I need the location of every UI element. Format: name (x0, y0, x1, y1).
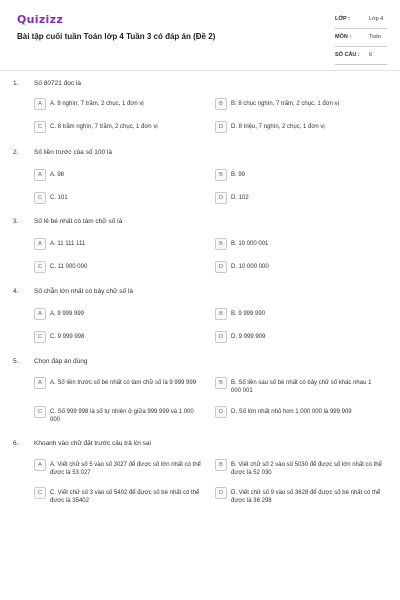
option-text: C. 9 999 998 (50, 334, 85, 340)
option-letter-box: D (215, 487, 227, 499)
worksheet-meta (335, 13, 387, 67)
option-letter-box: C (34, 121, 46, 133)
option-letter-box: D (215, 192, 227, 204)
option-letter-box: B (215, 377, 227, 389)
worksheet-header (0, 0, 400, 70)
meta-key: MÔN : (335, 34, 352, 40)
meta-row-subject (335, 31, 387, 47)
option-text: A. Viết chữ số 5 vào số 3027 để được số lớn nhất có thể được là 53 027 (50, 462, 201, 476)
question-text: Chọn đáp án đúng (34, 358, 88, 365)
question-text: Số chẵn lớn nhất có bảy chữ số là (34, 288, 133, 295)
option-letter-box: A (34, 459, 46, 471)
header-divider (0, 70, 400, 71)
option-letter-box: C (34, 487, 46, 499)
option-text: C. 8 trăm nghìn, 7 trăm, 2 chục, 1 đơn vị (50, 124, 158, 130)
option-letter-box: A (34, 308, 46, 320)
option-text: D. 10 000 000 (231, 264, 269, 270)
option-text: A. 9 999 999 (50, 311, 85, 317)
option-letter-box: B (215, 169, 227, 181)
meta-row-count (335, 49, 387, 65)
option-text: C. Viết chữ số 3 vào số 5402 để được số bé nhất có thể được là 35402 (50, 490, 200, 504)
option-text: A. 8 nghìn, 7 trăm, 2 chục, 1 đơn vị (50, 101, 144, 107)
option-text: C. 11 000 000 (50, 264, 88, 270)
option-text: B. 10 000 001 (231, 241, 269, 247)
option-letter-box: A (34, 238, 46, 250)
question-text: Số lẻ bé nhất có tám chữ số là (34, 218, 123, 225)
question-number: 5. (13, 358, 19, 365)
meta-key: LỚP : (335, 16, 350, 22)
question-number: 3. (13, 218, 19, 225)
option-text: A. Số liền trước số bé nhất có tám chữ số là 9 999 999 (50, 380, 197, 386)
question-text: Khoanh vào chữ đặt trước câu trả lời sai (34, 440, 151, 447)
meta-row-class (335, 13, 387, 29)
option-text: B. 8 chục nghìn, 7 trăm, 2 chục, 1 đơn vị (231, 101, 339, 107)
question-text: Số liền trước của số 100 là (34, 149, 112, 156)
meta-value: Lớp 4 (369, 16, 384, 22)
option-text: A. 11 111 111 (50, 241, 86, 247)
question-text: Số 80721 đọc là (34, 80, 81, 87)
option-letter-box: D (215, 121, 227, 133)
question-number: 1. (13, 80, 19, 87)
option-letter-box: D (215, 406, 227, 418)
option-letter-box: B (215, 459, 227, 471)
option-text: B. 9 999 990 (231, 311, 266, 317)
option-letter-box: B (215, 238, 227, 250)
option-letter-box: C (34, 192, 46, 204)
option-letter-box: D (215, 261, 227, 273)
option-text: D. 102 (231, 195, 249, 201)
option-text: A. 98 (50, 172, 65, 178)
meta-value: 6 (369, 52, 373, 58)
option-letter-box: C (34, 331, 46, 343)
question-number: 6. (13, 440, 19, 447)
option-text: B. Viết chữ số 2 vào số 5030 để được số lớn nhất có thể được là 52 030 (231, 462, 382, 476)
question-number: 2. (13, 149, 19, 156)
option-text: D. 9 999 909 (231, 334, 266, 340)
option-letter-box: A (34, 98, 46, 110)
worksheet-title: Bài tập cuối tuần Toán lớp 4 Tuần 3 có đáp án (Đề 2) (17, 32, 216, 41)
option-letter-box: B (215, 98, 227, 110)
option-text: C. Số 999 998 là số tự nhiên ở giữa 999 999 và 1 000 000 (50, 409, 194, 423)
option-letter-box: A (34, 169, 46, 181)
option-text: B. Số liền sau số bé nhất có bảy chữ số khác nhau 1 000 001 (231, 380, 372, 394)
option-letter-box: D (215, 331, 227, 343)
option-text: D. Viết chữ số 9 vào số 3628 để được số bé nhất có thể được là 36 298 (231, 490, 381, 504)
option-text: B. 99 (231, 172, 246, 178)
quizizz-logo: Quizizz (17, 13, 64, 26)
option-text: C. 101 (50, 195, 68, 201)
option-letter-box: A (34, 377, 46, 389)
meta-value: Toán (369, 34, 381, 40)
option-text: D. 8 triệu, 7 nghìn, 2 chục, 1 đơn vị (231, 124, 325, 130)
option-letter-box: C (34, 261, 46, 273)
option-letter-box: C (34, 406, 46, 418)
option-text: D. Số lớn nhất nhỏ hơn 1 000 000 là 999 909 (231, 409, 352, 415)
question-number: 4. (13, 288, 19, 295)
meta-key: SỐ CÂU : (335, 52, 360, 58)
option-letter-box: B (215, 308, 227, 320)
